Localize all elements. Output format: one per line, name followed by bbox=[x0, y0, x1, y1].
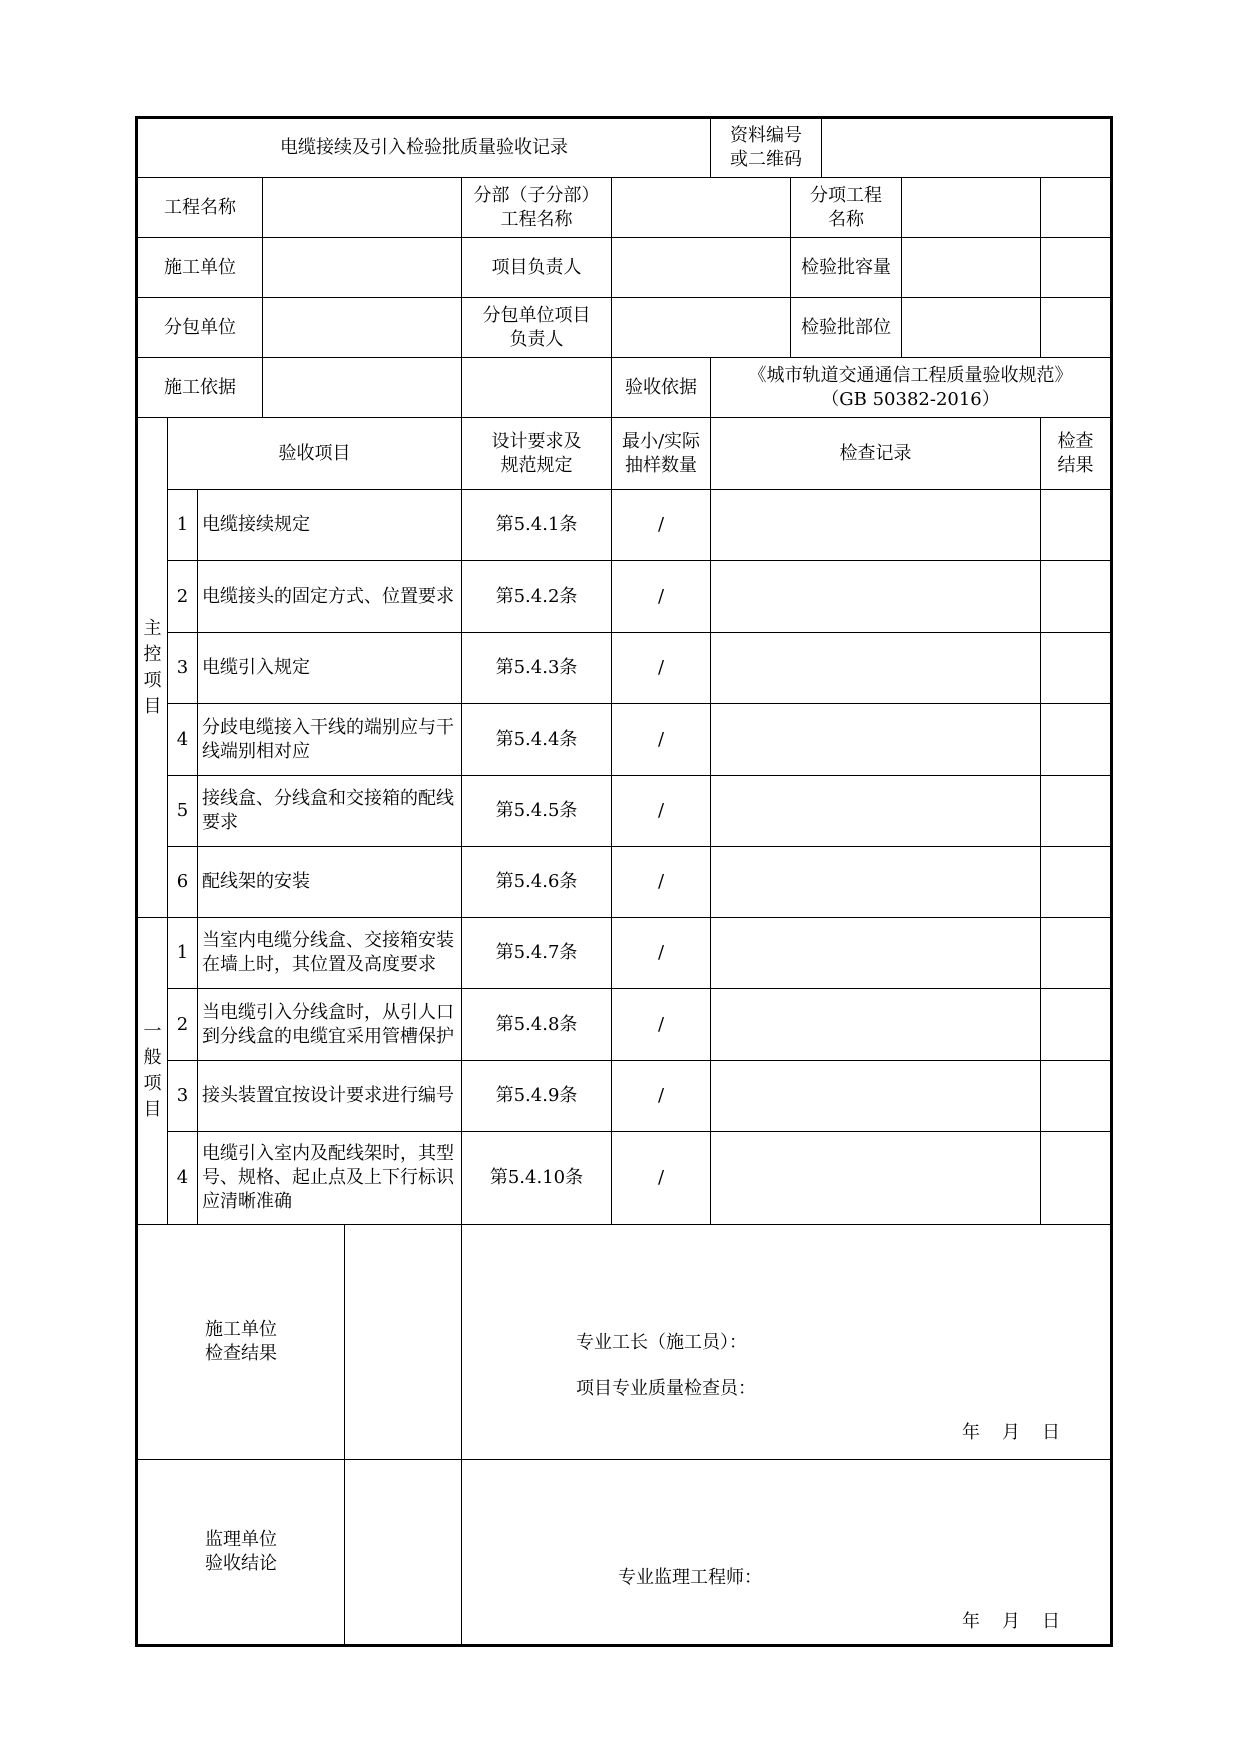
item-number: 4 bbox=[168, 704, 198, 776]
batch-capacity-field-end[interactable] bbox=[1041, 238, 1112, 298]
table-row bbox=[137, 1061, 1112, 1132]
item-project-field-end[interactable] bbox=[1041, 178, 1112, 238]
construction-check-area-a[interactable] bbox=[345, 1225, 462, 1459]
item-record[interactable] bbox=[711, 490, 1041, 561]
item-text: 电缆引入规定 bbox=[198, 633, 462, 704]
column-record: 检查记录 bbox=[711, 418, 1041, 490]
item-result[interactable] bbox=[1041, 633, 1112, 704]
column-result: 检查 结果 bbox=[1041, 418, 1112, 490]
acceptance-record-form bbox=[135, 116, 1113, 1647]
table-row bbox=[137, 633, 1112, 704]
table-row bbox=[137, 847, 1112, 918]
item-number: 3 bbox=[168, 1061, 198, 1132]
item-record[interactable] bbox=[711, 989, 1041, 1061]
sub-division-field[interactable] bbox=[612, 178, 791, 237]
data-code-label: 资料编号 或二维码 bbox=[711, 119, 822, 177]
item-clause: 第5.4.4条 bbox=[462, 704, 612, 776]
item-clause: 第5.4.5条 bbox=[462, 776, 612, 847]
inspector-signature-label: 项目专业质量检查员： bbox=[576, 1378, 756, 1399]
construction-unit-row-left bbox=[137, 238, 462, 298]
item-number: 6 bbox=[168, 847, 198, 918]
batch-location-field[interactable] bbox=[902, 298, 1041, 357]
item-record[interactable] bbox=[711, 1132, 1041, 1225]
item-sample[interactable]: / bbox=[612, 561, 711, 633]
item-text: 接线盒、分线盒和交接箱的配线要求 bbox=[198, 776, 462, 847]
construction-basis-field[interactable] bbox=[263, 358, 462, 417]
item-clause: 第5.4.1条 bbox=[462, 490, 612, 561]
construction-basis-row-left bbox=[137, 358, 462, 418]
sub-division-group bbox=[612, 178, 1041, 238]
item-result[interactable] bbox=[1041, 704, 1112, 776]
item-project-label: 分项工程 名称 bbox=[791, 178, 902, 237]
project-manager-field[interactable] bbox=[612, 238, 791, 297]
supervisor-signature-label: 专业监理工程师： bbox=[618, 1567, 762, 1588]
item-sample[interactable]: / bbox=[612, 776, 711, 847]
item-clause: 第5.4.8条 bbox=[462, 989, 612, 1061]
table-row bbox=[137, 1132, 1112, 1225]
item-number: 2 bbox=[168, 989, 198, 1061]
item-result[interactable] bbox=[1041, 1132, 1112, 1225]
item-text: 分歧电缆接入干线的端别应与干线端别相对应 bbox=[198, 704, 462, 776]
acceptance-basis-value: 《城市轨道交通通信工程质量验收规范》 （GB 50382-2016） bbox=[711, 358, 1112, 418]
column-sample: 最小/实际 抽样数量 bbox=[612, 418, 711, 490]
item-sample[interactable]: / bbox=[612, 1061, 711, 1132]
construction-basis-label: 施工依据 bbox=[138, 358, 263, 417]
batch-capacity-field[interactable] bbox=[902, 238, 1041, 297]
supervision-area[interactable] bbox=[462, 1460, 1112, 1646]
item-text: 电缆接头的固定方式、位置要求 bbox=[198, 561, 462, 633]
item-result[interactable] bbox=[1041, 847, 1112, 918]
general-category: 一般项目 bbox=[137, 918, 168, 1225]
sub-manager-field[interactable] bbox=[612, 298, 791, 357]
table-row bbox=[137, 776, 1112, 847]
item-result[interactable] bbox=[1041, 490, 1112, 561]
item-result[interactable] bbox=[1041, 989, 1112, 1061]
item-text: 当电缆引入分线盒时，从引人口到分线盒的电缆宜采用管槽保护 bbox=[198, 989, 462, 1061]
item-number: 3 bbox=[168, 633, 198, 704]
item-record[interactable] bbox=[711, 1061, 1041, 1132]
batch-location-field-end[interactable] bbox=[1041, 298, 1112, 358]
item-text: 配线架的安装 bbox=[198, 847, 462, 918]
item-text: 电缆引入室内及配线架时，其型号、规格、起止点及上下行标识应清晰准确 bbox=[198, 1132, 462, 1225]
construction-date: 年 月 日 bbox=[962, 1422, 1061, 1443]
column-design: 设计要求及 规范规定 bbox=[462, 418, 612, 490]
item-clause: 第5.4.6条 bbox=[462, 847, 612, 918]
subcontractor-row-left bbox=[137, 298, 462, 358]
project-manager-label: 项目负责人 bbox=[462, 238, 612, 298]
item-number: 5 bbox=[168, 776, 198, 847]
item-text: 电缆接续规定 bbox=[198, 490, 462, 561]
item-clause: 第5.4.7条 bbox=[462, 918, 612, 989]
table-row bbox=[137, 704, 1112, 776]
project-name-row-left bbox=[137, 178, 462, 238]
item-clause: 第5.4.3条 bbox=[462, 633, 612, 704]
subcontractor-label: 分包单位 bbox=[138, 298, 263, 357]
item-text: 接头装置宜按设计要求进行编号 bbox=[198, 1061, 462, 1132]
supervision-left bbox=[137, 1460, 462, 1646]
table-row bbox=[137, 989, 1112, 1061]
item-record[interactable] bbox=[711, 918, 1041, 989]
sub-manager-label: 分包单位项目 负责人 bbox=[462, 298, 612, 358]
item-clause: 第5.4.9条 bbox=[462, 1061, 612, 1132]
project-name-field[interactable] bbox=[263, 178, 462, 237]
item-record[interactable] bbox=[711, 561, 1041, 633]
item-project-field[interactable] bbox=[902, 178, 1041, 237]
construction-basis-field-cont[interactable] bbox=[462, 358, 612, 418]
item-record[interactable] bbox=[711, 847, 1041, 918]
item-sample[interactable]: / bbox=[612, 704, 711, 776]
item-result[interactable] bbox=[1041, 918, 1112, 989]
supervision-area-a[interactable] bbox=[345, 1460, 462, 1644]
main-control-category: 主控项目 bbox=[137, 418, 168, 918]
item-number: 4 bbox=[168, 1132, 198, 1225]
supervision-date: 年 月 日 bbox=[962, 1611, 1061, 1632]
column-item: 验收项目 bbox=[168, 418, 462, 490]
foreman-signature-label: 专业工长（施工员）： bbox=[576, 1332, 747, 1353]
construction-check-area[interactable] bbox=[462, 1225, 1112, 1460]
item-sample[interactable]: / bbox=[612, 918, 711, 989]
item-record[interactable] bbox=[711, 776, 1041, 847]
item-clause: 第5.4.10条 bbox=[462, 1132, 612, 1225]
supervision-label: 监理单位 验收结论 bbox=[138, 1460, 345, 1644]
subcontractor-field[interactable] bbox=[263, 298, 462, 357]
data-code-field[interactable] bbox=[822, 119, 1111, 177]
item-sample[interactable]: / bbox=[612, 1132, 711, 1225]
item-sample[interactable]: / bbox=[612, 847, 711, 918]
item-sample[interactable]: / bbox=[612, 633, 711, 704]
item-sample[interactable]: / bbox=[612, 490, 711, 561]
item-sample[interactable]: / bbox=[612, 989, 711, 1061]
acceptance-basis-label: 验收依据 bbox=[612, 358, 711, 418]
sub-division-label: 分部（子分部） 工程名称 bbox=[462, 178, 612, 238]
form-title: 电缆接续及引入检验批质量验收记录 bbox=[137, 118, 711, 178]
item-result[interactable] bbox=[1041, 561, 1112, 633]
table-row bbox=[137, 918, 1112, 989]
item-record[interactable] bbox=[711, 704, 1041, 776]
header-right bbox=[711, 118, 1112, 178]
project-name-label: 工程名称 bbox=[138, 178, 263, 237]
batch-location-label: 检验批部位 bbox=[791, 298, 902, 357]
batch-capacity-label: 检验批容量 bbox=[791, 238, 902, 297]
item-text: 当室内电缆分线盒、交接箱安装在墙上时，其位置及高度要求 bbox=[198, 918, 462, 989]
table-row bbox=[137, 490, 1112, 561]
project-manager-group bbox=[612, 238, 1041, 298]
construction-check-left bbox=[137, 1225, 462, 1460]
construction-unit-field[interactable] bbox=[263, 238, 462, 297]
item-record[interactable] bbox=[711, 633, 1041, 704]
sub-manager-group bbox=[612, 298, 1041, 358]
item-result[interactable] bbox=[1041, 776, 1112, 847]
item-result[interactable] bbox=[1041, 1061, 1112, 1132]
construction-unit-label: 施工单位 bbox=[138, 238, 263, 297]
table-row bbox=[137, 561, 1112, 633]
item-number: 1 bbox=[168, 490, 198, 561]
item-clause: 第5.4.2条 bbox=[462, 561, 612, 633]
item-number: 1 bbox=[168, 918, 198, 989]
item-number: 2 bbox=[168, 561, 198, 633]
construction-check-label: 施工单位 检查结果 bbox=[138, 1225, 345, 1459]
